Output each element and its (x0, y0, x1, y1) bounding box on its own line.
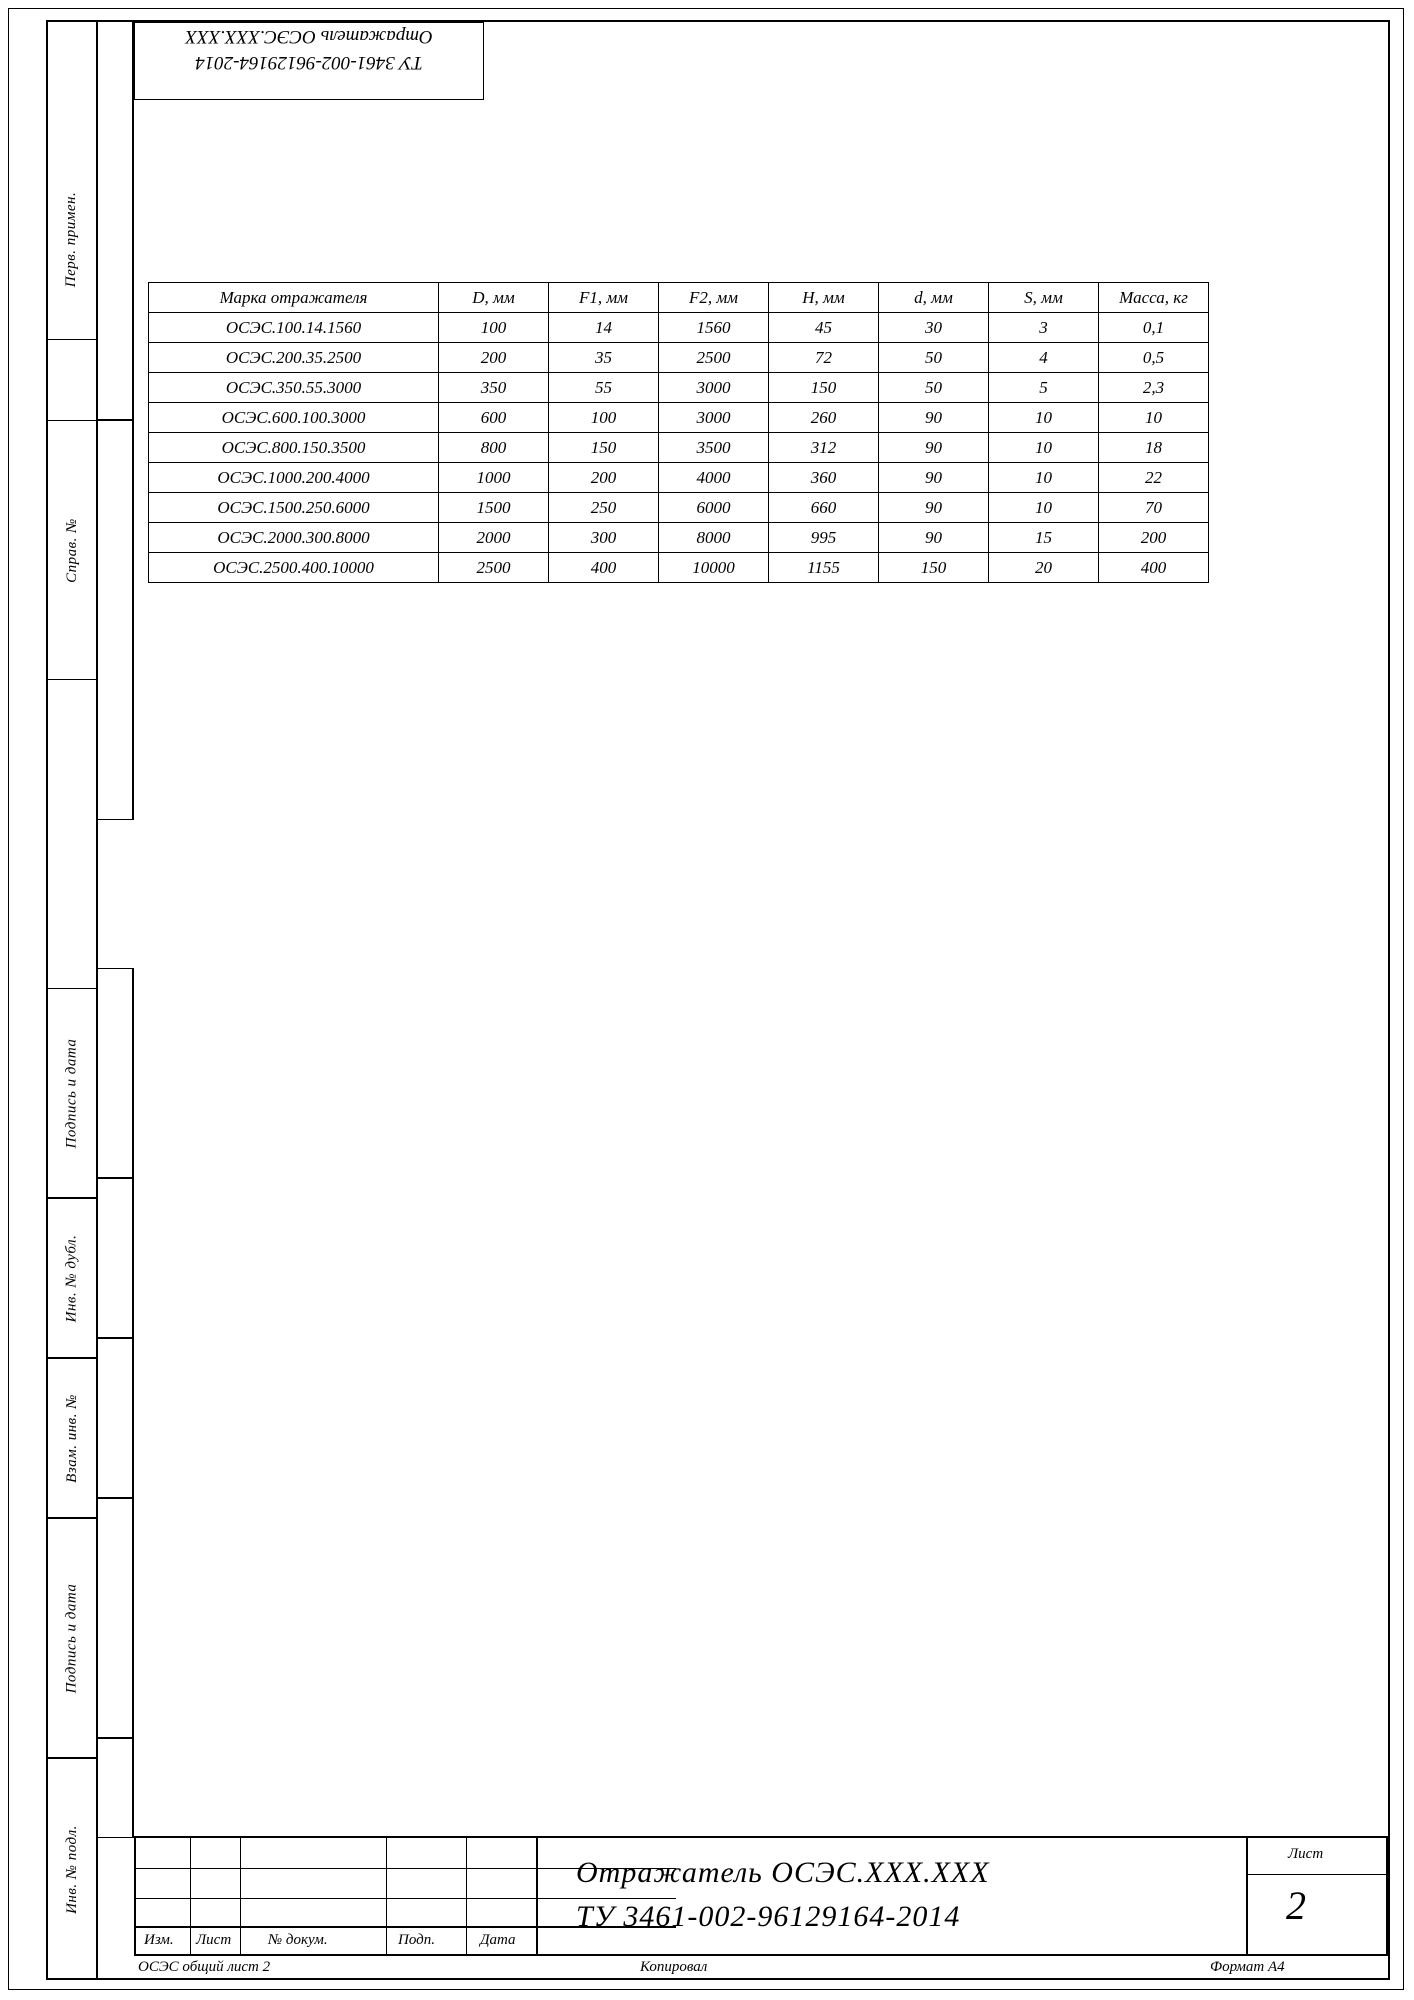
cell-marka: ОСЭС.1000.200.4000 (149, 463, 439, 493)
th-f1: F1, мм (549, 283, 659, 313)
label-data: Дата (480, 1932, 516, 1948)
cell-d: 200 (439, 343, 549, 373)
cell-h: 260 (769, 403, 879, 433)
cell-f1: 55 (549, 373, 659, 403)
margin-subcell-3 (98, 968, 134, 1178)
cell-massa: 2,3 (1099, 373, 1209, 403)
footer-center: Копировал (640, 1959, 708, 1975)
cell-f2: 3000 (659, 403, 769, 433)
cell-d: 600 (439, 403, 549, 433)
margin-subcell-1 (98, 20, 134, 420)
cell-massa: 0,1 (1099, 313, 1209, 343)
inverted-stamp-text (135, 23, 483, 85)
cell-d: 2500 (439, 553, 549, 583)
cell-d: 800 (439, 433, 549, 463)
cell-f2: 4000 (659, 463, 769, 493)
cell-s: 10 (989, 403, 1099, 433)
cell-h: 150 (769, 373, 879, 403)
cell-s: 10 (989, 433, 1099, 463)
th-massa: Масса, кг (1099, 283, 1209, 313)
cell-dsmall: 90 (879, 403, 989, 433)
cell-marka: ОСЭС.1500.250.6000 (149, 493, 439, 523)
tb-vline-izm (190, 1838, 191, 1956)
cell-s: 10 (989, 493, 1099, 523)
label-docnum: № докум. (268, 1932, 328, 1948)
th-marka: Марка отражателя (149, 283, 439, 313)
tb-vline-list (240, 1838, 241, 1956)
cell-f2: 2500 (659, 343, 769, 373)
th-s: S, мм (989, 283, 1099, 313)
cell-f2: 8000 (659, 523, 769, 553)
th-dsmall: d, мм (879, 283, 989, 313)
cell-d: 100 (439, 313, 549, 343)
th-d: D, мм (439, 283, 549, 313)
tb-hline-sheet (1246, 1874, 1390, 1875)
margin-cell-perv-primen (46, 140, 98, 340)
cell-s: 4 (989, 343, 1099, 373)
table-row (149, 463, 1209, 493)
cell-f1: 14 (549, 313, 659, 343)
table-row (149, 433, 1209, 463)
cell-massa: 400 (1099, 553, 1209, 583)
footer-left: ОСЭС общий лист 2 (138, 1959, 271, 1975)
cell-dsmall: 150 (879, 553, 989, 583)
cell-marka: ОСЭС.200.35.2500 (149, 343, 439, 373)
cell-massa: 70 (1099, 493, 1209, 523)
table-row (149, 313, 1209, 343)
cell-d: 350 (439, 373, 549, 403)
sheet-label: Лист (1288, 1846, 1324, 1862)
cell-f1: 250 (549, 493, 659, 523)
cell-s: 10 (989, 463, 1099, 493)
inverted-stamp-line2: ТУ 3461-002-96129164-2014 (195, 52, 423, 73)
drawing-title-line1: Отражатель ОСЭС.XXX.XXX (576, 1856, 990, 1889)
cell-massa: 0,5 (1099, 343, 1209, 373)
cell-f2: 3500 (659, 433, 769, 463)
title-block (134, 1836, 1388, 1956)
cell-dsmall: 30 (879, 313, 989, 343)
cell-d: 1000 (439, 463, 549, 493)
tb-hline-2 (136, 1898, 676, 1899)
cell-h: 660 (769, 493, 879, 523)
margin-label: Подпись и дата (63, 1038, 80, 1148)
margin-label: Перв. примен. (63, 191, 80, 288)
margin-cell-vzam-inv (46, 1358, 98, 1518)
table-row (149, 343, 1209, 373)
th-h: H, мм (769, 283, 879, 313)
cell-f1: 150 (549, 433, 659, 463)
inverted-stamp-line1: Отражатель ОСЭС.XXX.XXX (185, 26, 433, 47)
cell-h: 360 (769, 463, 879, 493)
cell-f1: 200 (549, 463, 659, 493)
label-izm: Изм. (144, 1932, 174, 1948)
cell-f1: 100 (549, 403, 659, 433)
margin-cell-podpis-data-1 (46, 988, 98, 1198)
cell-h: 995 (769, 523, 879, 553)
parameters-table (148, 282, 1209, 583)
cell-f1: 300 (549, 523, 659, 553)
tb-vline-podp (466, 1838, 467, 1956)
cell-h: 45 (769, 313, 879, 343)
table-row (149, 523, 1209, 553)
cell-d: 2000 (439, 523, 549, 553)
margin-cell-inv-podl (46, 1758, 98, 1980)
cell-massa: 10 (1099, 403, 1209, 433)
table-row (149, 373, 1209, 403)
cell-f2: 1560 (659, 313, 769, 343)
cell-f1: 35 (549, 343, 659, 373)
margin-subcell-6 (98, 1498, 134, 1738)
table-header-row (149, 283, 1209, 313)
cell-dsmall: 90 (879, 493, 989, 523)
cell-massa: 200 (1099, 523, 1209, 553)
margin-label: Инв. № дубл. (63, 1234, 80, 1322)
tb-vline-sheet (1246, 1838, 1248, 1956)
cell-h: 72 (769, 343, 879, 373)
margin-cell-inv-dubl (46, 1198, 98, 1358)
cell-d: 1500 (439, 493, 549, 523)
margin-subcell-4 (98, 1178, 134, 1338)
margin-label: Взам. инв. № (63, 1393, 80, 1483)
margin-cell-podpis-data-2 (46, 1518, 98, 1758)
cell-marka: ОСЭС.100.14.1560 (149, 313, 439, 343)
cell-marka: ОСЭС.600.100.3000 (149, 403, 439, 433)
cell-marka: ОСЭС.350.55.3000 (149, 373, 439, 403)
cell-f2: 10000 (659, 553, 769, 583)
cell-s: 15 (989, 523, 1099, 553)
label-list: Лист (196, 1932, 232, 1948)
margin-subcell-7 (98, 1738, 134, 1838)
footer-right: Формат А4 (1210, 1959, 1285, 1975)
margin-label: Подпись и дата (63, 1583, 80, 1693)
table-row (149, 403, 1209, 433)
cell-dsmall: 50 (879, 373, 989, 403)
cell-marka: ОСЭС.800.150.3500 (149, 433, 439, 463)
cell-dsmall: 50 (879, 343, 989, 373)
table-row (149, 553, 1209, 583)
cell-massa: 22 (1099, 463, 1209, 493)
left-margin-strip (46, 20, 98, 1980)
cell-dsmall: 90 (879, 463, 989, 493)
cell-h: 1155 (769, 553, 879, 583)
cell-dsmall: 90 (879, 433, 989, 463)
inverted-designation-stamp (134, 22, 484, 100)
cell-f2: 6000 (659, 493, 769, 523)
cell-massa: 18 (1099, 433, 1209, 463)
tb-vline-docnum (386, 1838, 387, 1956)
margin-subcell-5 (98, 1338, 134, 1498)
margin-subcell-2 (98, 420, 134, 820)
label-podp: Подп. (398, 1932, 435, 1948)
cell-s: 3 (989, 313, 1099, 343)
table-row (149, 493, 1209, 523)
sheet-number: 2 (1286, 1883, 1306, 1928)
cell-marka: ОСЭС.2500.400.10000 (149, 553, 439, 583)
th-f2: F2, мм (659, 283, 769, 313)
cell-marka: ОСЭС.2000.300.8000 (149, 523, 439, 553)
cell-f2: 3000 (659, 373, 769, 403)
margin-label: Справ. № (63, 517, 80, 583)
tb-vline-data (536, 1838, 538, 1956)
cell-s: 20 (989, 553, 1099, 583)
drawing-title-line2: ТУ 3461-002-96129164-2014 (576, 1900, 961, 1933)
cell-s: 5 (989, 373, 1099, 403)
cell-dsmall: 90 (879, 523, 989, 553)
cell-f1: 400 (549, 553, 659, 583)
cell-h: 312 (769, 433, 879, 463)
margin-label: Инв. № подл. (63, 1825, 80, 1914)
margin-cell-sprav (46, 420, 98, 680)
